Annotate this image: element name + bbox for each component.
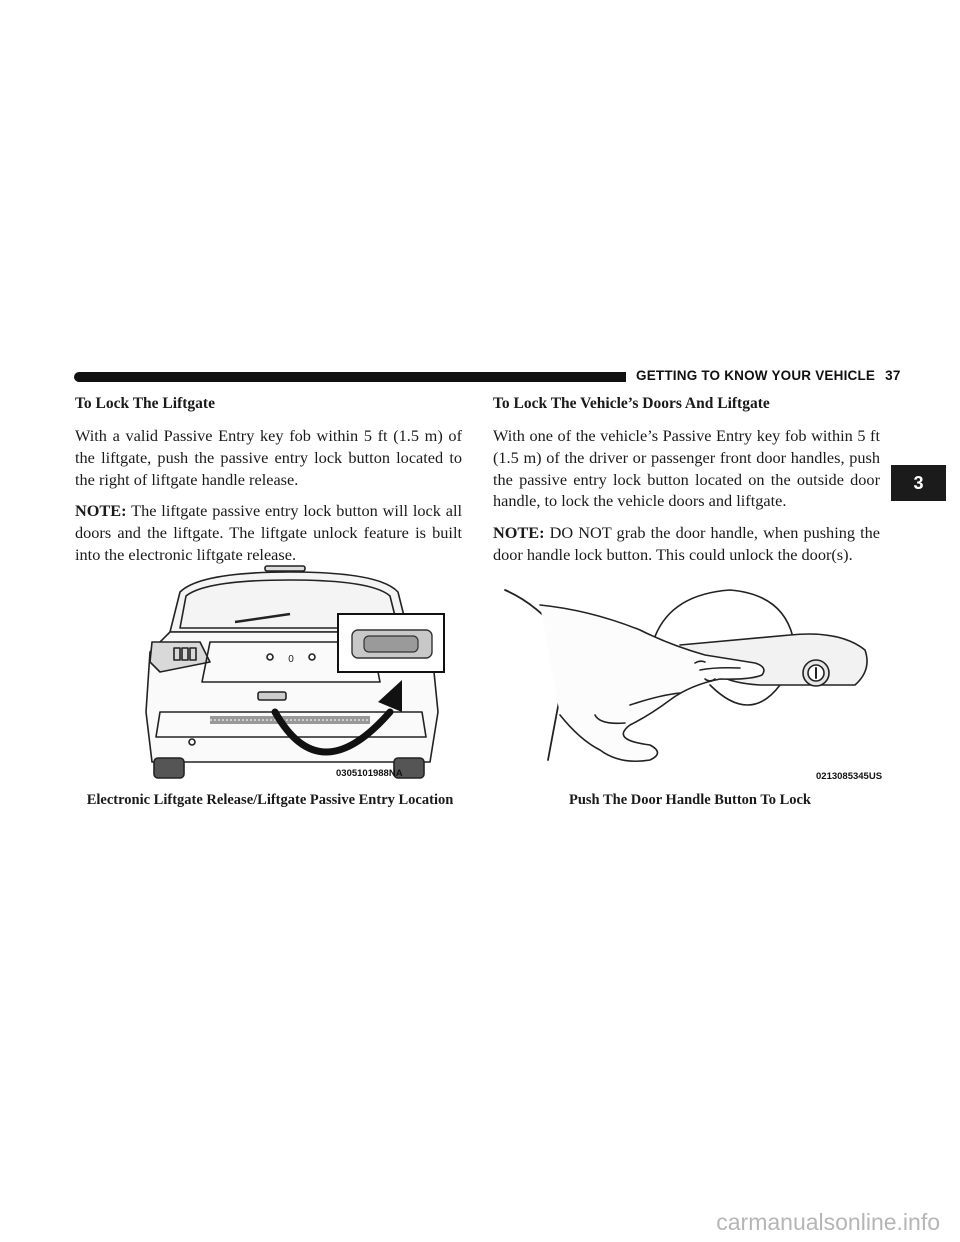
left-column	[75, 394, 462, 576]
hand-door-handle-drawing	[500, 575, 883, 785]
body-paragraph: With one of the vehicle’s Passive Entry key fob within 5 ft (1.5 m) of the driver or passenger front door handles, push the passive entry lock button located on the outside door handle, to lock the vehicle doors and liftgate.	[493, 426, 880, 511]
note-label: NOTE:	[493, 523, 545, 543]
note-text: The liftgate passive entry lock button will lock all doors and the liftgate. The liftgate unlock feature is built into the electronic liftgate release.	[75, 501, 462, 564]
page-number: 37	[885, 368, 901, 383]
figure-code: 0213085345US	[816, 771, 883, 782]
right-column	[493, 394, 880, 576]
chapter-tab: 3	[891, 465, 946, 501]
running-header	[636, 368, 901, 383]
figure-caption: Electronic Liftgate Release/Liftgate Passive Entry Location	[86, 792, 454, 808]
svg-text:0: 0	[288, 654, 294, 665]
liftgate-illustration	[140, 562, 458, 784]
section-heading: To Lock The Vehicle’s Doors And Liftgate	[493, 395, 770, 412]
section-heading: To Lock The Liftgate	[75, 395, 215, 412]
note-label: NOTE:	[75, 501, 127, 521]
note-text: DO NOT grab the door handle, when pushing the door handle lock button. This could unlock the door(s).	[493, 523, 880, 564]
vehicle-rear-drawing	[140, 562, 458, 784]
section-title: GETTING TO KNOW YOUR VEHICLE	[636, 368, 876, 383]
door-handle-illustration	[500, 575, 883, 785]
watermark-text: carmanualsonline.info	[716, 1209, 940, 1235]
figure-code: 0305101988NA	[336, 768, 403, 779]
header-rule	[74, 372, 626, 382]
note-paragraph	[493, 522, 880, 566]
body-paragraph: With a valid Passive Entry key fob within 5 ft (1.5 m) of the liftgate, push the passive entry lock button located to the right of liftgate handle release.	[75, 426, 462, 489]
note-paragraph	[75, 500, 462, 565]
figure-caption: Push The Door Handle Button To Lock	[568, 792, 811, 808]
